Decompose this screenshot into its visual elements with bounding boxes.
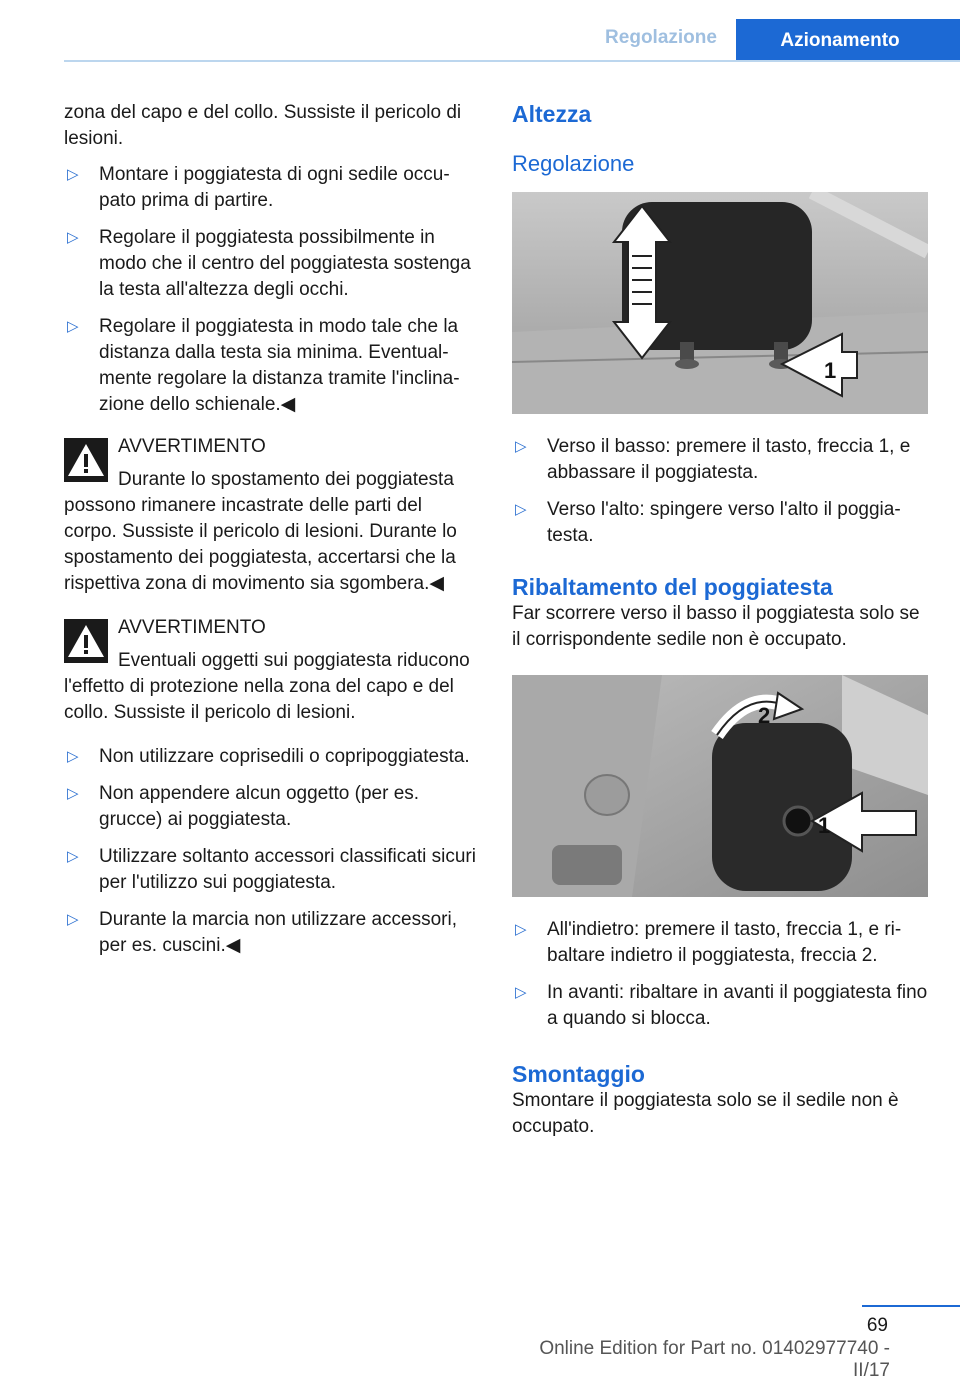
figure-arrow-label: 1 xyxy=(818,813,831,838)
ribaltamento-text: Far scorrere verso il basso il poggiatesta solo se il corrispondente sedile non è occupato. xyxy=(512,603,920,650)
headrest-fold-illustration xyxy=(512,675,928,897)
figure-arrow-label: 2 xyxy=(758,703,771,728)
heading-smontaggio: Smontaggio xyxy=(512,1061,645,1087)
triangle-right-icon: ▷ xyxy=(515,438,527,455)
smontaggio-text: Smontare il poggiatesta solo se il sedile non è occupato. xyxy=(512,1090,899,1137)
warning-text: Durante lo spostamento dei poggiatesta possono rimanere incastrate delle parti del corpo. Sussiste il pericolo di lesioni. Durante lo spostamento dei poggiatesta, accertarsi che la rispettiva zona di movimento sia sgombera.◀ xyxy=(64,469,457,594)
page-header xyxy=(0,0,960,62)
bullet-list-ribaltamento xyxy=(512,917,928,1032)
triangle-right-icon: ▷ xyxy=(67,785,79,802)
headrest-height-illustration xyxy=(512,192,928,414)
left-column xyxy=(64,100,478,970)
triangle-right-icon: ▷ xyxy=(67,748,79,765)
triangle-right-icon: ▷ xyxy=(515,501,527,518)
header-rule xyxy=(64,60,960,62)
list-item: ▷ In avanti: ribaltare in avanti il poggiatesta fino a quando si blocca. xyxy=(515,982,928,1029)
bullet-list-altezza xyxy=(512,434,928,549)
list-item: ▷ Durante la marcia non utilizzare accessori, per es. cuscini.◀ xyxy=(67,909,457,956)
triangle-right-icon: ▷ xyxy=(67,166,79,183)
edition-footer: Online Edition for Part no. 01402977740 - II/17 xyxy=(539,1338,890,1381)
page-number: 69 xyxy=(866,1315,888,1336)
warning-title: AVVERTIMENTO xyxy=(118,617,266,638)
triangle-right-icon: ▷ xyxy=(67,848,79,865)
triangle-right-icon: ▷ xyxy=(515,984,527,1001)
list-item: ▷ Utilizzare soltanto accessori classificati sicuri per l'utilizzo sui poggiatesta. xyxy=(67,846,476,893)
intro-text: zona del capo e del collo. Sussiste il pericolo di lesioni. xyxy=(64,102,462,149)
list-item: ▷ Montare i poggiatesta di ogni sedile occupato prima di partire. xyxy=(67,164,450,211)
footer-rule xyxy=(862,1305,960,1307)
warning-text: Eventuali oggetti sui poggiatesta riducono l'effetto di protezione nella zona del capo e del collo. Sussiste il pericolo di lesioni. xyxy=(64,650,470,723)
warning-block-2 xyxy=(64,615,478,726)
warning-triangle-icon xyxy=(64,619,108,663)
subheading-regolazione: Regolazione xyxy=(512,151,635,176)
triangle-right-icon: ▷ xyxy=(67,229,79,246)
triangle-right-icon: ▷ xyxy=(515,921,527,938)
right-column xyxy=(512,100,928,1140)
triangle-right-icon: ▷ xyxy=(67,318,79,335)
list-item: ▷ Verso l'alto: spingere verso l'alto il poggiatesta. xyxy=(515,499,901,546)
bullet-list-2 xyxy=(64,744,478,959)
list-item: ▷ All'indietro: premere il tasto, freccia 1, e ribaltare indietro il poggiatesta, freccia 2. xyxy=(515,919,902,966)
section-tab-regolazione[interactable]: Regolazione xyxy=(605,27,717,48)
list-item: ▷ Non utilizzare coprisedili o copripoggiatesta. xyxy=(64,744,478,770)
triangle-right-icon: ▷ xyxy=(67,911,79,928)
warning-triangle-icon xyxy=(64,438,108,482)
warning-title: AVVERTIMENTO xyxy=(118,436,266,457)
list-item: ▷ Regolare il poggiatesta possibilmente in modo che il centro del poggiatesta sostenga la testa all'altezza degli occhi. xyxy=(67,227,471,300)
list-item: ▷ Non appendere alcun oggetto (per es. grucce) ai poggiatesta. xyxy=(67,783,420,830)
list-item: ▷ Regolare il poggiatesta in modo tale che la distanza dalla testa sia minima. Eventualmente regolare la distanza tramite l'inclinazione dello schienale.◀ xyxy=(67,316,460,415)
list-item: ▷ Verso il basso: premere il tasto, freccia 1, e abbassare il poggiatesta. xyxy=(515,436,911,483)
figure-arrow-label: 1 xyxy=(824,358,837,383)
section-tab-azionamento[interactable]: Azionamento xyxy=(736,19,960,62)
warning-block-1 xyxy=(64,434,478,597)
bullet-list-1 xyxy=(64,162,478,418)
heading-ribaltamento: Ribaltamento del poggiatesta xyxy=(512,574,833,600)
heading-altezza: Altezza xyxy=(512,101,592,127)
